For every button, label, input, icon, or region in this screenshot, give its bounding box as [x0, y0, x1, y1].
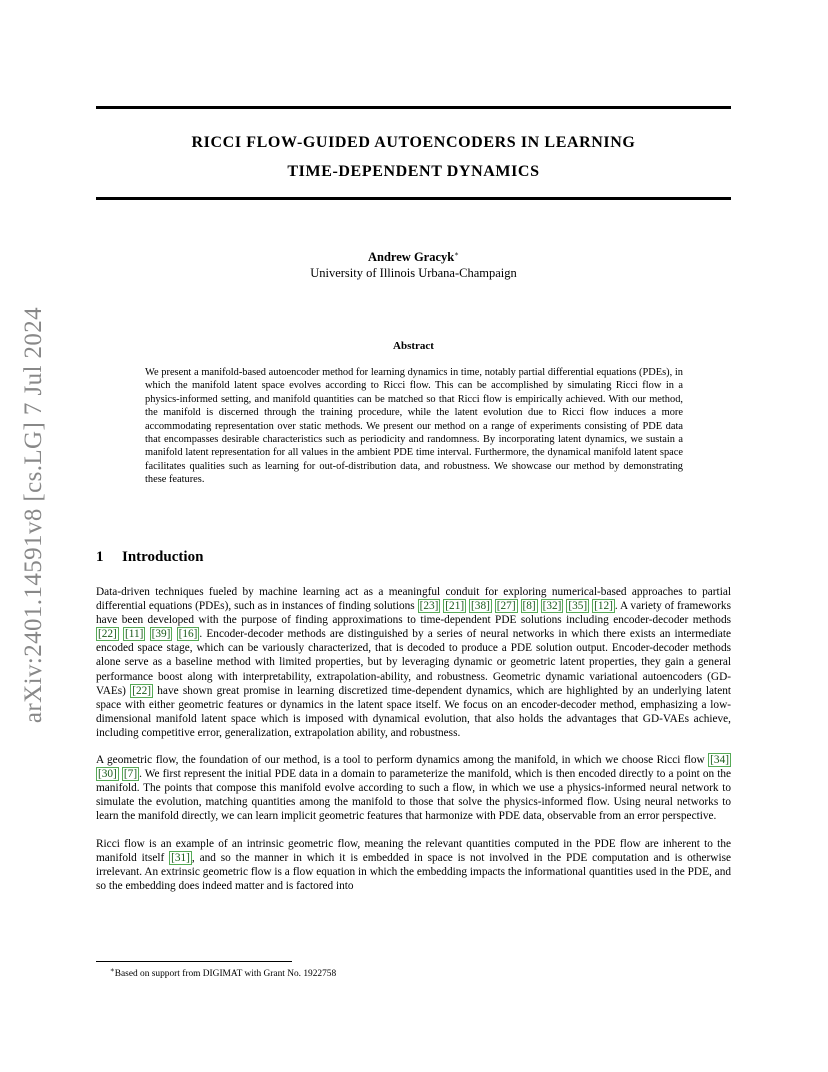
footnote [110, 964, 336, 980]
title-bottom-rule [96, 197, 731, 200]
citation-link[interactable]: [38] [471, 600, 490, 613]
citation-link[interactable]: [21] [445, 600, 465, 613]
paragraph-text: . Encoder-decoder methods are distinguished by a series of neural networks in which there exists an intermediate encoded space stage, which can be variously characterized, that is decoded to produce a PDE solution output. Encoder-decoder methods alone serve as a baseline method with limited properties, but by leveraging dynamic or geometric latent properties, they gain a general performance boost along with interpretability, extrapolation-ability, and robustness. Geometric dynamic variational autoencoders (GD-VAEs) [96, 628, 732, 697]
citation-link[interactable]: [35] [568, 600, 588, 613]
citation-link[interactable]: [16] [178, 628, 198, 641]
paragraph-text: . A variety of frameworks have been developed with the purpose of finding approximations to time-dependent PDE solutions including encoder-decoder methods [96, 600, 731, 627]
paper-title [96, 128, 731, 186]
footnote-text: Based on support from DIGIMAT with Grant No. 1922758 [114, 969, 337, 980]
paragraph-1 [96, 585, 731, 740]
body-text [96, 585, 731, 906]
section-title: Introduction [122, 549, 204, 565]
abstract-text: We present a manifold-based autoencoder method for learning dynamics in time, notably partial differential equations (PDEs), in which the manifold latent space evolves according to Ricci flow. This can be accomplished by simulating Ricci flow in a physics-informed setting, and manifold quantities can be matched so that Ricci flow is empirically achieved. With our method, the manifold is discerned through the training procedure, while the latent evolution due to Ricci flow induces a more accommodating representation over static methods. We present our method on a range of experiments consisting of PDE data that encompasses desirable characteristics such as periodicity and randomness. By incorporating latent dynamics, we sustain a manifold latent representation for all values in the ambient PDE time interval. Furthermore, the dynamical manifold latent space facilitates qualities such as learning for out-of-distribution data, and robustness. We showcase our method by demonstrating these features. [145, 367, 683, 486]
paragraph-text: A geometric flow, the foundation of our method, is a tool to perform dynamics among the manifold, in which we choose Ricci flow [96, 754, 709, 767]
section-number: 1 [96, 549, 104, 565]
citation-link[interactable]: [31] [171, 851, 190, 864]
citation-link[interactable]: [34] [710, 754, 729, 767]
citation-link[interactable]: [7] [123, 768, 138, 781]
footnote-rule [96, 961, 292, 962]
paragraph-2 [96, 753, 731, 823]
paragraph-text: have shown great promise in learning discretized time-dependent dynamics, which are highlighted by an underlying latent space with either geometric features or dynamics in the latent space itself. We focus on an encoder-decoder method, emphasizing a low-dimensional manifold latent space which is imposed with dynamical evolution, that also holds the advantages that GD-VAEs achieve, including competitive error, generalization, extrapolation ability, and robustness. [96, 684, 731, 739]
paragraph-text: Ricci flow is an example of an intrinsic geometric flow, meaning the relevant quantities computed in the PDE flow are inherent to the manifold itself [96, 837, 731, 864]
arxiv-identifier[interactable]: arXiv:2401.14591v8 [cs.LG] 7 Jul 2024 [20, 306, 47, 724]
author-affiliation: University of Illinois Urbana-Champaign [310, 266, 517, 281]
citation-link[interactable]: [23] [419, 600, 439, 613]
title-line-2: TIME-DEPENDENT DYNAMICS [287, 163, 540, 180]
paragraph-text: , and so the manner in which it is embedded in space is not involved in the PDE computation and is otherwise irrelevant. An extrinsic geometric flow is a flow equation in which the embedding impacts the informational quantities used in the PDE, and so the embedding does indeed matter and is factored into [96, 851, 731, 892]
author-footnote-marker[interactable]: ∗ [454, 250, 459, 258]
author-name: Andrew Gracyk [368, 250, 455, 265]
paragraph-text: Data-driven techniques fueled by machine learning act as a meaningful conduit for exploring numerical-based approaches to partial differential equations (PDEs), such as in instances of finding solutions [96, 586, 731, 613]
section-heading [96, 549, 731, 566]
arxiv-sidebar [8, 300, 60, 730]
citation-link[interactable]: [22] [132, 684, 152, 697]
title-line-1: RICCI FLOW-GUIDED AUTOENCODERS IN LEARNING [191, 134, 636, 151]
citation-link[interactable]: [8] [522, 600, 536, 613]
citation-link[interactable]: [32] [542, 600, 562, 613]
citation-link[interactable]: [12] [594, 600, 613, 613]
title-top-rule [96, 106, 731, 109]
abstract-heading: Abstract [393, 340, 434, 352]
citation-link[interactable]: [27] [496, 600, 516, 613]
citation-link[interactable]: [22] [98, 628, 117, 641]
paragraph-text: . We first represent the initial PDE data in a domain to parameterize the manifold, which is then encoded directly to a point on the manifold. The points that compose this manifold evolve according to such a flow, in which we use a physics-informed neural network to simulate the evolution, matching quantities among the manifold to those that solve the physics-informed flow. Using neural networks to learn the manifold directly, we can learn implicit geometric features that harmonize with PDE data, observable from an error perspective. [96, 768, 731, 823]
citation-link[interactable]: [39] [151, 628, 171, 641]
author-block [96, 246, 731, 281]
footnote-marker: ∗ [110, 966, 115, 974]
citation-link[interactable]: [11] [125, 628, 144, 641]
citation-link[interactable]: [30] [98, 768, 117, 781]
paragraph-3 [96, 837, 731, 893]
